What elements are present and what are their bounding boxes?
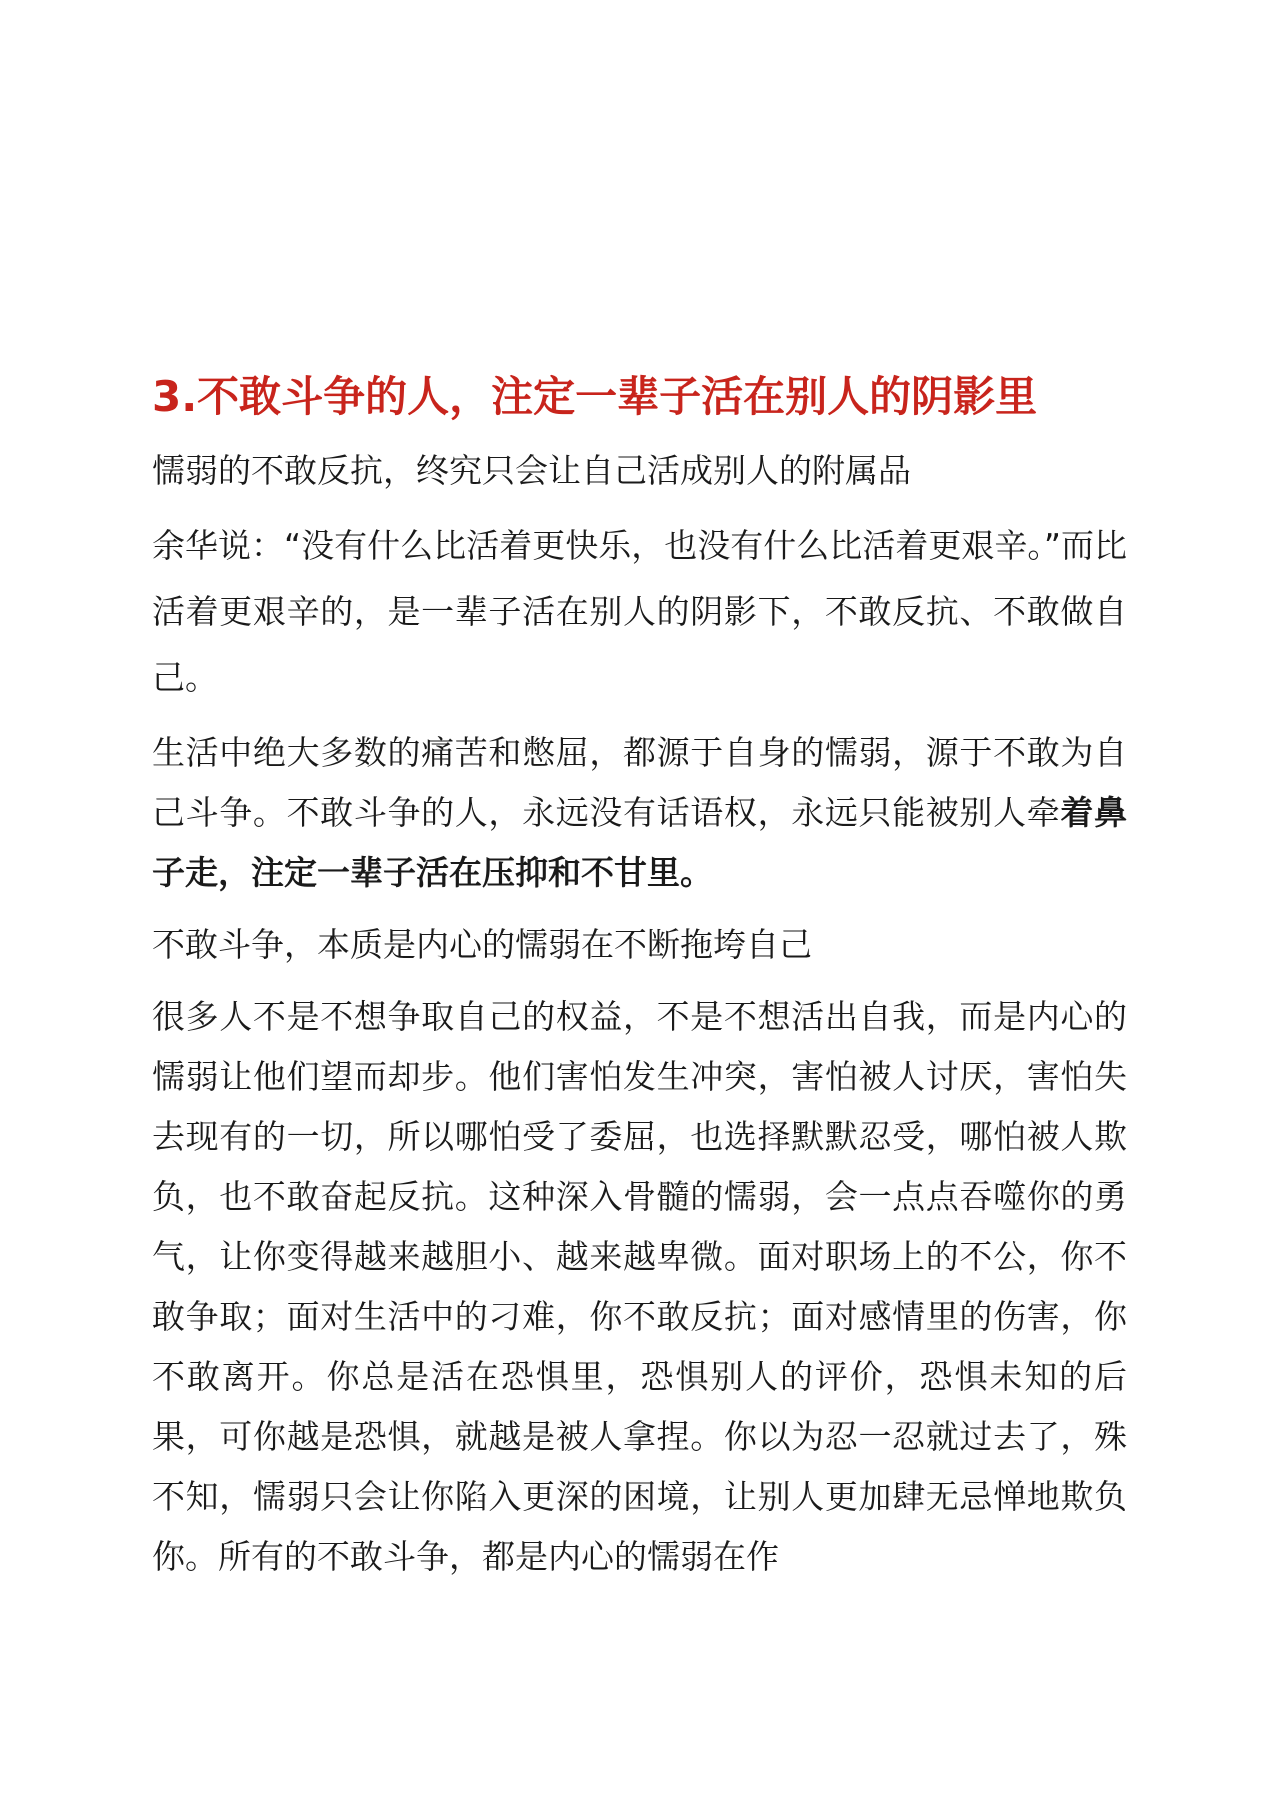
paragraph-3 bbox=[152, 723, 1127, 903]
paragraph-3-text: 生活中绝大多数的痛苦和憋屈，都源于自身的懦弱，源于不敢为自己斗争。不敢斗争的人，永远没有话语权，永远只能被别人牵 bbox=[152, 732, 1127, 832]
paragraph-quote: 余华说：“没有什么比活着更快乐，也没有什么比活着更艰辛。”而比活着更艰辛的，是一辈子活在别人的阴影下，不敢反抗、不敢做自己。 bbox=[152, 525, 1127, 697]
paragraph-subtitle-2: 不敢斗争，本质是内心的懦弱在不断拖垮自己 bbox=[152, 924, 812, 964]
section-heading: 3.不敢斗争的人，注定一辈子活在别人的阴影里 bbox=[152, 372, 1038, 421]
article-body bbox=[152, 368, 1127, 1599]
paragraph-5: 很多人不是不想争取自己的权益，不是不想活出自我，而是内心的懦弱让他们望而却步。他们害怕发生冲突，害怕被人讨厌，害怕失去现有的一切，所以哪怕受了委屈，也选择默默忍受，哪怕被人欺负，也不敢奋起反抗。这种深入骨髓的懦弱，会一点点吞噬你的勇气，让你变得越来越胆小、越来越卑微。面对职场上的不公，你不敢争取；面对生活中的刁难，你不敢反抗；面对感情里的伤害，你不敢离开。你总是活在恐惧里，恐惧别人的评价，恐惧未知的后果，可你越是恐惧，就越是被人拿捏。你以为忍一忍就过去了，殊不知，懦弱只会让你陷入更深的困境，让别人更加肆无忌惮地欺负你。所有的不敢斗争，都是内心的懦弱在作 bbox=[152, 996, 1127, 1576]
paragraph-3-bold-text: 着鼻子走，注定一辈子活在压抑和不甘里。 bbox=[152, 792, 1128, 892]
paragraph-subtitle-1: 懦弱的不敢反抗，终究只会让自己活成别人的附属品 bbox=[152, 450, 911, 490]
